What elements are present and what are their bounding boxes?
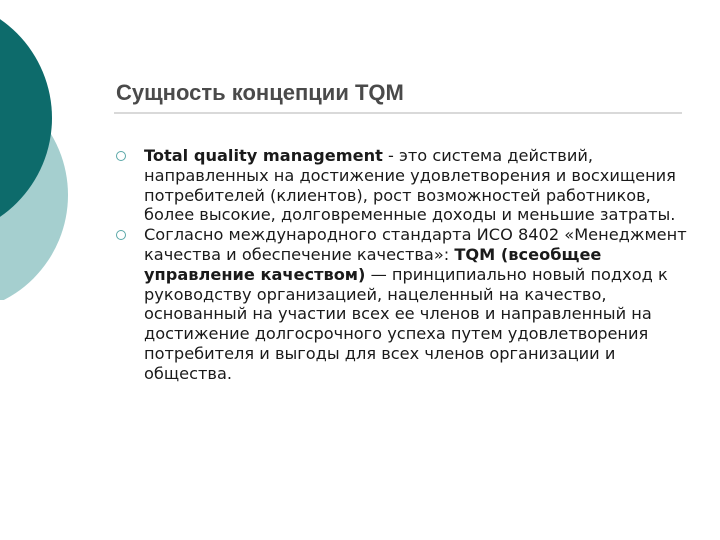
title-divider <box>114 112 682 114</box>
decorative-circles <box>0 0 120 300</box>
slide-title: Сущность концепции TQM <box>116 80 404 105</box>
bullet-item-1 <box>144 146 694 225</box>
hollow-circle-bullet-icon <box>116 151 126 161</box>
bullet-list <box>144 146 694 384</box>
bullet-1-text: - это система действий, направленных на достижение удовлетворения и восхищения потребителей (клиентов), рост возможностей работников, более высокие, долговременные доходы и меньшие затраты. <box>144 146 676 225</box>
bullet-2-text-before: Согласно международного стандарта ИСО 8402 «Менеджмент качества и обеспечение качества»: <box>144 225 687 264</box>
bullet-item-2 <box>144 225 694 383</box>
bullet-2-text-after: — принципиально новый подход к руководству организацией, нацеленный на качество, основанный на участии всех ее членов и направленный на достижение долгосрочного успеха путем удовлетворения потребителя и выгоды для всех членов организации и общества. <box>144 264 668 383</box>
bullet-1-bold-term: Total quality management <box>144 146 383 165</box>
hollow-circle-bullet-icon <box>116 230 126 240</box>
bullet-2-bold-term: TQM (всеобщее управление качеством) <box>144 244 602 284</box>
